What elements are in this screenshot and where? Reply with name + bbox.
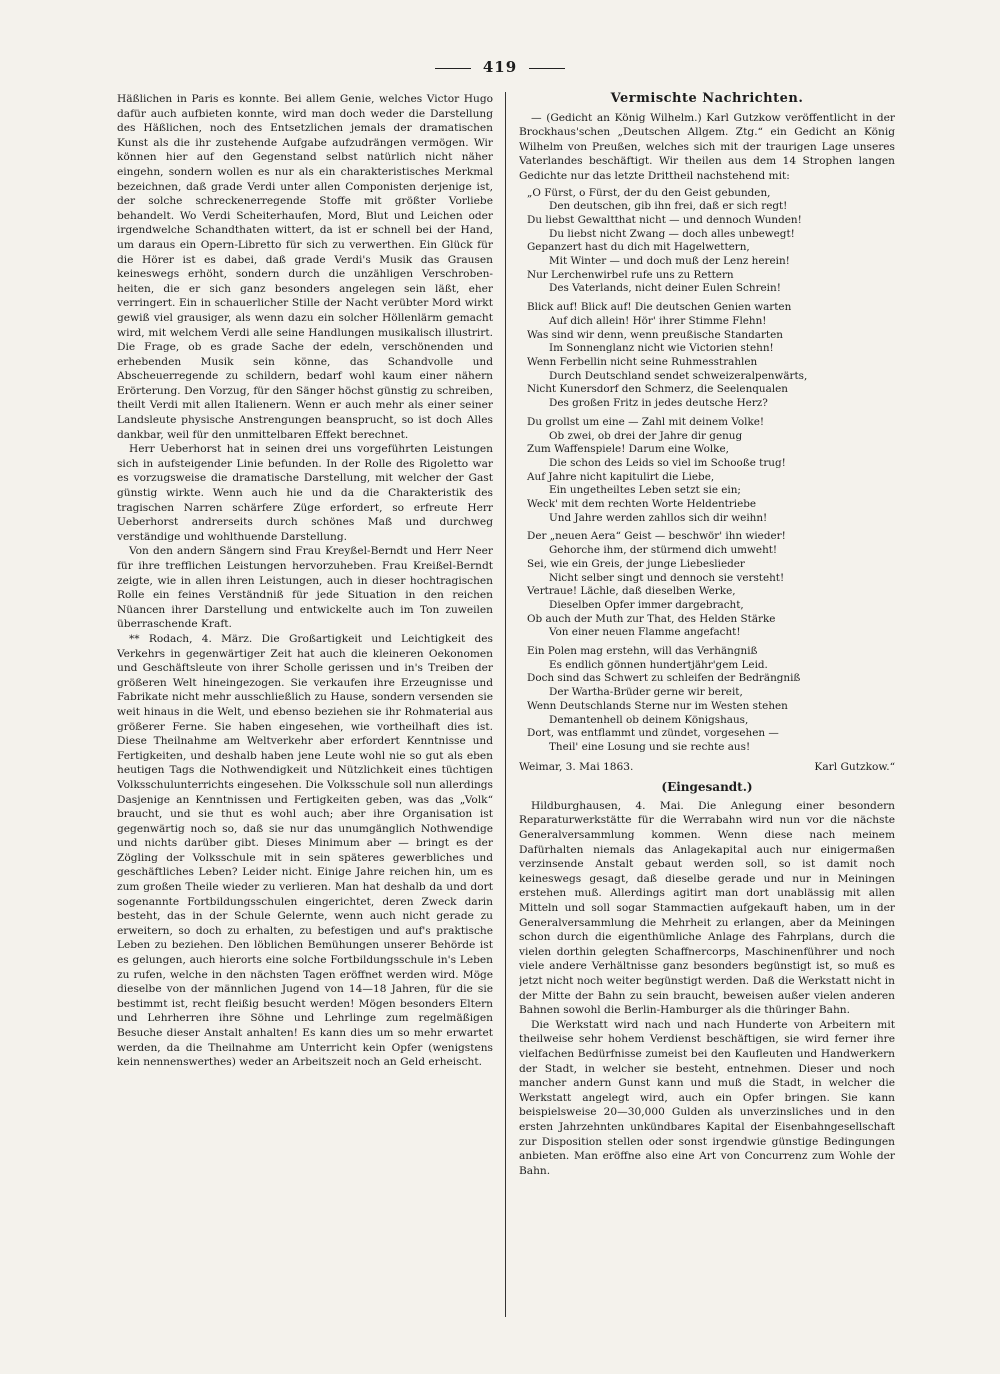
subsection-title: (Eingesandt.): [661, 780, 753, 795]
poem-line: Des großen Fritz in jedes deutsche Herz?: [549, 397, 768, 410]
poem-line: Im Sonnenglanz nicht wie Victorien stehn!: [549, 342, 774, 355]
poem-stanza: [527, 645, 895, 755]
section-title: Vermischte Nachrichten.: [610, 92, 804, 106]
poem-line: Gehorche ihm, der stürmend dich umweht!: [549, 544, 778, 557]
page-number-rule-left: [435, 68, 471, 69]
poem-stanza: [527, 416, 895, 526]
right-column: [519, 92, 895, 1332]
signature-name: Karl Gutzkow.“: [814, 760, 895, 773]
poem-stanza: [527, 187, 895, 297]
poem-line: Blick auf! Blick auf! Die deutschen Genien warten: [527, 301, 792, 314]
poem-line: Du grollst um eine — Zahl mit deinem Volke!: [527, 415, 765, 428]
poem-line: Ein ungetheiltes Leben setzt sie ein;: [549, 484, 741, 497]
poem-line: Der „neuen Aera“ Geist — beschwör' ihn wieder!: [527, 530, 786, 543]
poem-line: Des Vaterlands, nicht deiner Eulen Schrein!: [549, 282, 781, 295]
poem-signature: [519, 760, 895, 775]
poem-line: Nicht selber singt und dennoch sie versteht!: [549, 571, 785, 584]
poem-line: Es endlich gönnen hundertjähr'gem Leid.: [549, 658, 768, 671]
article-paragraph: Herr Ueberhorst hat in seinen drei uns vorgeführten Leistungen sich in aufsteigender Linie befunden. In der Rolle des Rigoletto war es vorzugsweise die dramatische Darstellung, mit welcher der Gast günstig wirkte. Wenn auch hie und da die Charakteristik des tragischen Narren schärfere Züge erfordert, so erfreute Herr Ueberhorst andrerseits durch schönes Maß und durchweg verständige und wohlthuende Darstellung.: [117, 443, 493, 543]
poem: [527, 187, 895, 755]
page-number: [0, 58, 1000, 76]
article-paragraph: Häßlichen in Paris es konnte. Bei allem Genie, welches Victor Hugo dafür auch aufbieten konnte, wird man doch weder die Darstellung des Häßlichen, noch des Entsetzlichen jemals der dramatischen Kunst als die ihr zustehende Aufgabe aufzudrängen vermögen. Wir können hier auf den Gegenstand selbst natürlich nicht näher eingehn, sondern wollen es nur als ein charakteristisches Merkmal bezeichnen, daß grade Verdi unter allen Componisten derjenige ist, der solche schreckenerregende Stoffe mit größter Vorliebe behandelt. Wo Verdi Scheiterhaufen, Mord, Blut und Leichen oder irgendwelche Schandthaten wittert, da ist er schnell bei der Hand, um daraus ein Opern-Libretto für sich zu verwerthen. Ein Glück für die Hörer ist es dabei, daß grade Verdi's Musik das Grausen keineswegs erhöht, sondern durch die unzähligen Verschroben-heiten, die er sich ganz besonders angelegen sein läßt, eher verringert. Ein in schauerlicher Stille der Nacht verübter Mord wirkt gewiß viel grausiger, als wenn dazu ein solcher Höllenlärm gemacht wird, mit welchem Verdi alle seine Handlungen musikalisch illustrirt. Die Frage, ob es grade Sache der edeln, verschönenden und erhebenden Musik sein könne, das Schandvolle und Abscheuerregende zu schildern, bedarf wohl kaum einer nähern Erörterung. Den Vorzug, für den Sänger höchst günstig zu schreiben, theilt Verdi mit allen Italienern. Wenn er auch mehr als einer seiner Landsleute physische Anstrengungen beansprucht, so ist doch Alles dankbar, weil für den unmittelbaren Effekt berechnet.: [117, 93, 493, 441]
column-divider: [505, 92, 506, 1317]
poem-line: Weck' mit dem rechten Worte Heldentriebe: [527, 498, 757, 511]
poem-line: Gepanzert hast du dich mit Hagelwettern,: [527, 241, 750, 254]
poem-line: Was sind wir denn, wenn preußische Standarten: [527, 328, 783, 341]
poem-line: Der Wartha-Brüder gerne wir bereit,: [549, 686, 743, 699]
page-number-text: 419: [482, 58, 518, 76]
poem-line: Vertraue! Lächle, daß dieselben Werke,: [527, 585, 736, 598]
poem-line: Und Jahre werden zahllos sich dir weihn!: [549, 511, 768, 524]
poem-intro: — (Gedicht an König Wilhelm.) Karl Gutzkow veröffentlicht in der Brockhaus'schen „Deutschen Allgem. Ztg.“ ein Gedicht an König Wilhelm von Preußen, welches sich mit der traurigen Lage unseres Vaterlandes beschäftigt. Wir theilen aus dem 14 Strophen langen Gedichte nur das letzte Drittheil nachstehend mit:: [519, 111, 895, 182]
poem-line: Von einer neuen Flamme angefacht!: [549, 626, 741, 639]
poem-line: Sei, wie ein Greis, der junge Liebeslieder: [527, 557, 745, 570]
article-paragraph: Die Werkstatt wird nach und nach Hunderte von Arbeitern mit theilweise sehr hohem Verdienst beschäftigen, sie wird ferner ihre vielfachen Bedürfnisse zumeist bei den Kaufleuten und Handwerkern der Stadt, in welcher sie besteht, entnehmen. Dieser und noch mancher andern Gunst kann und muß die Stadt, in welcher die Werkstatt angelegt wird, auch ein Opfer bringen. Sie kann beispielsweise 20—30,000 Gulden als unverzinsliches und in den ersten Jahrzehnten unkündbares Kapital der Eisenbahngesellschaft zur Disposition stellen oder sonst irgendwie günstige Bedingungen anbieten. Man eröffne also eine Art von Concurrenz zum Wohle der Bahn.: [519, 1018, 895, 1177]
article-paragraph: ** Rodach, 4. März. Die Großartigkeit und Leichtigkeit des Verkehrs in gegenwärtiger Zeit hat auch die kleineren Oekonomen und Geschäftsleute von ihrer Scholle gerissen und in's Treiben der größeren Welt hineingezogen. Sie verkaufen ihre Erzeugnisse und Fabrikate nicht mehr ausschließlich zu Hause, sondern versenden sie weit hinaus in die Welt, und ebenso beziehen sie ihr Rohmaterial aus größerer Ferne. Sie haben eingesehen, wie vortheilhaft dies ist. Diese Theilnahme am Weltverkehr aber erfordert Kenntnisse und Fertigkeiten, und deshalb haben jene Leute wohl nie so gut als eben heutigen Tags die Nothwendigkeit und Nützlichkeit eines tüchtigen Volksschulunterrichts eingesehen. Die Volksschule soll nun allerdings Dasjenige an Kenntnissen und Fertigkeiten geben, was das „Volk“ braucht, und sie thut es wohl auch; aber ihre Organisation ist gegenwärtig noch so, daß sie nur das unumgänglich Nothwendige und nichts darüber gibt. Dieses Minimum aber — bringt es der Zögling der Volksschule mit in sein späteres gewerbliches und geschäftliches Leben? Leider nicht. Einige Jahre reichen hin, um es zum großen Theile wieder zu verlieren. Man hat deshalb da und dort sogenannte Fortbildungsschulen eingerichtet, deren Zweck darin besteht, das in der Schule Gelernte, wenn auch nicht gerade zu erweitern, so doch zu erhalten, zu befestigen und auf's praktische Leben zu beziehen. Den löblichen Bemühungen unserer Behörde ist es gelungen, auch hierorts eine solche Fortbildungsschule in's Leben zu rufen, welche in den nächsten Tagen eröffnet werden wird. Möge dieselbe von der männlichen Jugend von 14—18 Jahren, für die sie bestimmt ist, recht fleißig besucht werden! Mögen besonders Eltern und Lehrherren ihre Söhne und Lehrlinge zum regelmäßigen Besuche dieser Anstalt anhalten! Es kann dies um so mehr erwartet werden, da die Theilnahme am Unterricht kein Opfer (wenigstens kein nennenswerthes) weder an Arbeitszeit noch an Geld erheischt.: [117, 632, 493, 1069]
page-number-rule-right: [529, 68, 565, 69]
poem-stanza: [527, 301, 895, 411]
poem-line: Ob zwei, ob drei der Jahre dir genug: [549, 429, 743, 442]
poem-line: Ob auch der Muth zur That, des Helden Stärke: [527, 612, 776, 625]
poem-line: Den deutschen, gib ihn frei, daß er sich regt!: [549, 200, 788, 213]
poem-line: Auf dich allein! Hör' ihrer Stimme Flehn!: [549, 314, 767, 327]
poem-line: Dort, was entflammt und zündet, vorgesehen —: [527, 727, 779, 740]
poem-line: Ein Polen mag erstehn, will das Verhängniß: [527, 645, 758, 658]
poem-line: Dieselben Opfer immer dargebracht,: [549, 598, 744, 611]
poem-line: Die schon des Leids so viel im Schooße trug!: [549, 456, 786, 469]
poem-line: Du liebst nicht Zwang — doch alles unbewegt!: [549, 227, 795, 240]
poem-line: Mit Winter — und doch muß der Lenz herein!: [549, 255, 790, 268]
poem-line: Wenn Deutschlands Sterne nur im Westen stehen: [527, 699, 788, 712]
poem-line: Theil' eine Losung und sie rechte aus!: [549, 740, 751, 753]
poem-line: Demantenhell ob deinem Königshaus,: [549, 713, 749, 726]
poem-line: Du liebst Gewaltthat nicht — und dennoch Wunden!: [527, 213, 802, 226]
left-column: [117, 92, 493, 1332]
poem-line: „O Fürst, o Fürst, der du den Geist gebunden,: [527, 186, 771, 199]
article-paragraph: Von den andern Sängern sind Frau Kreyßel-Berndt und Herr Neer für ihre trefflichen Leistungen hervorzuheben. Frau Kreißel-Berndt zeigte, wie in allen ihren Leistungen, auch in dieser hochtragischen Rolle ein feines Verständniß für jede Situation in den reichen Nüancen ihrer Darstellung und entwickelte auch im Ton zuweilen überraschende Kraft.: [117, 545, 493, 631]
poem-line: Doch sind das Schwert zu schleifen der Bedrängniß: [527, 672, 801, 685]
article-paragraph: Hildburghausen, 4. Mai. Die Anlegung einer besondern Reparaturwerkstätte für die Werrabahn wird nun vor die nächste Generalversammlung kommen. Wenn diese nach meinem Dafürhalten niemals das Anlagekapital auch nur einigermaßen verzinsende Anstalt gebaut werden soll, so ist damit noch keineswegs gesagt, daß dieselbe gerade und nur in Meiningen erstehen muß. Allerdings agitirt man dort unablässig mit allen Mitteln und soll sogar Stammactien aufgekauft haben, um in der Generalversammlung die Mehrheit zu erlangen, aber da Meiningen schon durch die eigenthümliche Anlage des Fahrplans, durch die vielen dorthin gelegten Schaffnercorps, Maschinenführer und noch viele andere Verhältnisse ganz besonders begünstigt ist, so muß es jetzt nicht noch weiter begünstigt werden. Daß die Werkstatt nicht in der Mitte der Bahn zu sein braucht, beweisen außer vielen anderen Bahnen sowohl die Berlin-Hamburger als die thüringer Bahn.: [519, 799, 895, 1017]
poem-line: Zum Waffenspiele! Darum eine Wolke,: [527, 443, 729, 456]
poem-line: Nicht Kunersdorf den Schmerz, die Seelenqualen: [527, 383, 788, 396]
poem-line: Nur Lerchenwirbel rufe uns zu Rettern: [527, 268, 734, 281]
poem-line: Wenn Ferbellin nicht seine Ruhmesstrahlen: [527, 356, 758, 368]
poem-stanza: [527, 530, 895, 640]
signature-place: Weimar, 3. Mai 1863.: [519, 760, 634, 773]
poem-line: Durch Deutschland sendet schweizeralpenwärts,: [549, 369, 808, 382]
poem-line: Auf Jahre nicht kapitulirt die Liebe,: [527, 470, 715, 483]
